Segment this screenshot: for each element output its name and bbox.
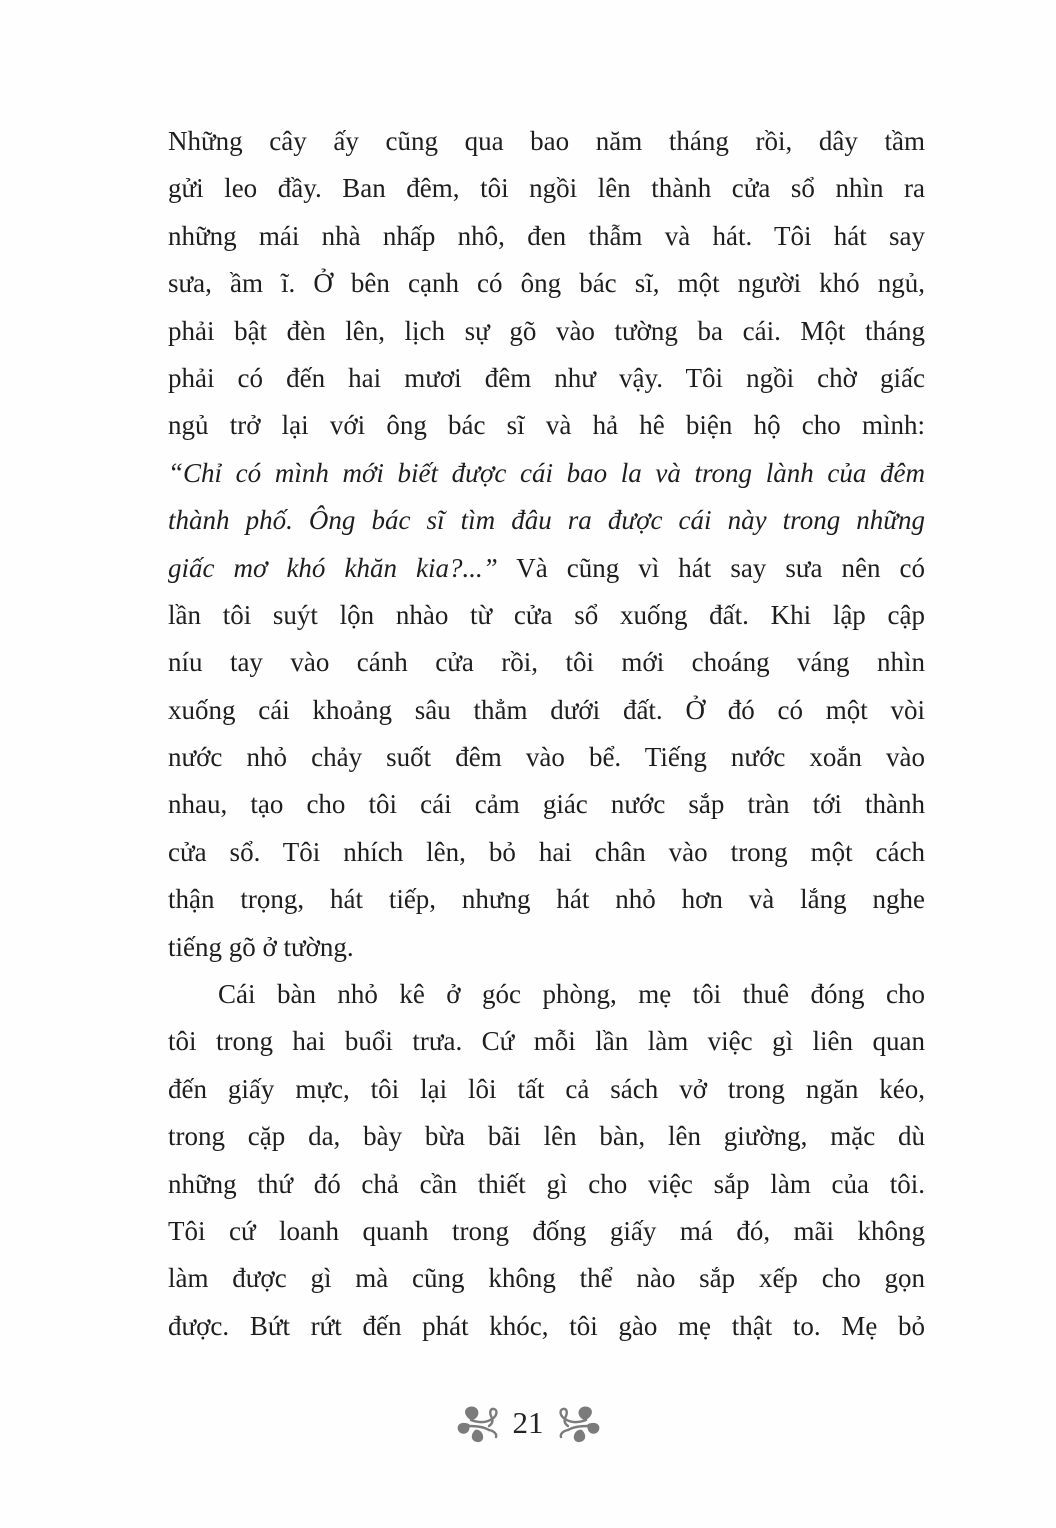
text-line [168, 308, 925, 355]
text-line [168, 734, 925, 781]
body-text: Và cũng vì hát say sưa nên có [497, 552, 925, 583]
body-text: tiếng gõ ở tường. [168, 931, 354, 962]
body-text: thận trọng, hát tiếp, nhưng hát nhỏ hơn và lắng nghe [168, 884, 925, 915]
text-line [168, 165, 925, 212]
body-text: tôi trong hai buổi trưa. Cứ mỗi lần làm việc gì liên quan [168, 1026, 925, 1057]
body-text: Những cây ấy cũng qua bao năm tháng rồi, dây tầm [168, 126, 925, 156]
body-text: cửa sổ. Tôi nhích lên, bỏ hai chân vào trong một cách [168, 836, 925, 867]
text-line [168, 639, 925, 686]
body-text: sưa, ầm ĩ. Ở bên cạnh có ông bác sĩ, một người khó ngủ, [168, 268, 925, 299]
text-line [168, 1303, 925, 1350]
text-line [168, 876, 925, 923]
body-text: lần tôi suýt lộn nhào từ cửa sổ xuống đất. Khi lập cập [168, 599, 925, 630]
quote-text: thành phố. Ông bác sĩ tìm đâu ra được cái này trong những [168, 505, 925, 536]
text-line [168, 497, 925, 544]
body-text: gửi leo đầy. Ban đêm, tôi ngồi lên thành cửa sổ nhìn ra [168, 173, 925, 204]
text-line [168, 260, 925, 307]
text-line [168, 450, 925, 497]
body-text: níu tay vào cánh cửa rồi, tôi mới choáng váng nhìn [168, 647, 925, 678]
text-line [168, 1113, 925, 1160]
text-line [168, 355, 925, 402]
quote-text: “Chỉ có mình mới biết được cái bao la và trong lành của đêm [168, 457, 925, 488]
text-line [168, 924, 925, 971]
text-line [168, 1255, 925, 1302]
body-text: ngủ trở lại với ông bác sĩ và hả hê biện hộ cho mình: [168, 410, 925, 441]
body-text: xuống cái khoảng sâu thẳm dưới đất. Ở đó có một vòi [168, 694, 925, 725]
text-line [168, 213, 925, 260]
text-line [168, 781, 925, 828]
body-text: nước nhỏ chảy suốt đêm vào bể. Tiếng nước xoắn vào [168, 742, 925, 773]
page-number: 21 [512, 1404, 544, 1440]
body-text: làm được gì mà cũng không thể nào sắp xếp cho gọn [168, 1263, 925, 1294]
body-text: nhau, tạo cho tôi cái cảm giác nước sắp tràn tới thành [168, 789, 925, 820]
quote-text: giấc mơ khó khăn kia?...” [168, 552, 498, 583]
text-line [168, 829, 925, 876]
body-text: Tôi cứ loanh quanh trong đống giấy má đó, mãi không [168, 1215, 925, 1246]
body-text: được. Bứt rứt đến phát khóc, tôi gào mẹ thật to. Mẹ bỏ [168, 1310, 925, 1341]
text-line [168, 592, 925, 639]
body-text: Cái bàn nhỏ kê ở góc phòng, mẹ tôi thuê đóng cho [218, 979, 925, 1010]
leaf-ornament-icon [557, 1405, 601, 1443]
text-line [168, 545, 925, 592]
text-line [168, 1066, 925, 1113]
text-line [168, 1018, 925, 1065]
body-text: phải có đến hai mươi đêm như vậy. Tôi ngồi chờ giấc [168, 362, 925, 393]
text-line [168, 1208, 925, 1255]
body-text: đến giấy mực, tôi lại lôi tất cả sách vở trong ngăn kéo, [168, 1073, 925, 1104]
text-block [168, 118, 925, 1350]
body-text: những mái nhà nhấp nhô, đen thẫm và hát. Tôi hát say [168, 220, 925, 251]
text-line [168, 687, 925, 734]
body-text: những thứ đó chả cần thiết gì cho việc sắp làm của tôi. [168, 1168, 925, 1199]
leaf-ornament-icon [456, 1405, 500, 1443]
body-text: trong cặp da, bày bừa bãi lên bàn, lên giường, mặc dù [168, 1121, 925, 1152]
body-text: phải bật đèn lên, lịch sự gõ vào tường ba cái. Một tháng [168, 315, 925, 346]
text-line [168, 971, 925, 1018]
text-line [168, 1161, 925, 1208]
page-footer [0, 1398, 1056, 1450]
text-line [168, 402, 925, 449]
text-line [168, 118, 925, 165]
